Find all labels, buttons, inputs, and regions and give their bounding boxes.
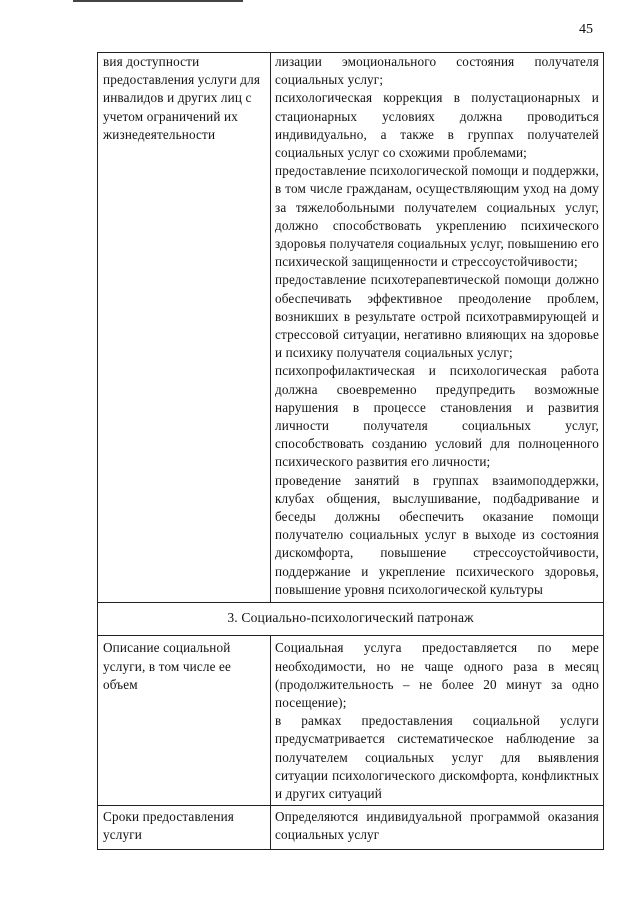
paragraph: проведение занятий в группах взаимоподдержки, клубах общения, выслушивание, подбадривание и беседы должны обеспечить оказание помощи получателю социальных услуг в выходе из состояния дискомфорта, повышение стрессоустойчивости, поддержание и укрепление психического здоровья, повышение уровня психологической культуры: [275, 472, 599, 597]
top-rule: [73, 0, 243, 2]
paragraph: Социальная услуга предоставляется по мере необходимости, но не чаще одного раза в месяц (продолжительность – не более 20 минут за одно посещение);: [275, 640, 599, 710]
section-heading-row: [98, 603, 604, 636]
paragraph: предоставление психотерапевтической помощи должно обеспечивать эффективное преодоление проблем, возникших в результате острой психотравмирующей и стрессовой ситуации, негативно влияющих на здоровье и психику получателя социальных услуг;: [275, 272, 599, 361]
paragraph: психологическая коррекция в полустационарных и стационарных условиях должна проводиться индивидуально, а также в группах получателей социальных услуг со схожими проблемами;: [275, 90, 599, 161]
row-content-psychological-services: [271, 53, 604, 603]
page-number: 45: [579, 22, 593, 37]
paragraph: в рамках предоставления социальной услуги предусматривается систематическое наблюдение за получателем социальных услуг для выявления ситуации психологического дискомфорта, конфликтных и других ситуаций: [275, 713, 599, 801]
section-heading: 3. Социально-психологический патронаж: [98, 603, 604, 636]
row-content-terms: Определяются индивидуальной программой оказания социальных услуг: [271, 806, 604, 849]
table-row: [98, 53, 604, 603]
table-row: [98, 636, 604, 806]
table-row: [98, 806, 604, 849]
service-standard-table: [97, 52, 604, 850]
paragraph: предоставление психологической помощи и поддержки, в том числе гражданам, осуществляющим уход на дому за тяжелобольными получателем социальных услуг, должно способствовать укреплению психического здоровья получателя социальных услуг, повышению его психической защищенности и стрессоустойчивости;: [275, 163, 599, 270]
paragraph: психопрофилактическая и психологическая работа должна своевременно предупредить возможные нарушения в процессе становления и развития личности получателя социальных услуг, способствовать созданию условий для полноценного психического развития его личности;: [275, 363, 599, 470]
row-label-terms: Сроки предоставления услуги: [98, 806, 271, 849]
row-label-accessibility: вия доступности предоставления услуги для инвалидов и других лиц с учетом ограничений их жизнедеятельности: [98, 53, 271, 603]
paragraph: лизации эмоционального состояния получателя социальных услуг;: [275, 54, 599, 88]
row-label-description: Описание социальной услуги, в том числе ее объем: [98, 636, 271, 806]
row-content-description: [271, 636, 604, 806]
